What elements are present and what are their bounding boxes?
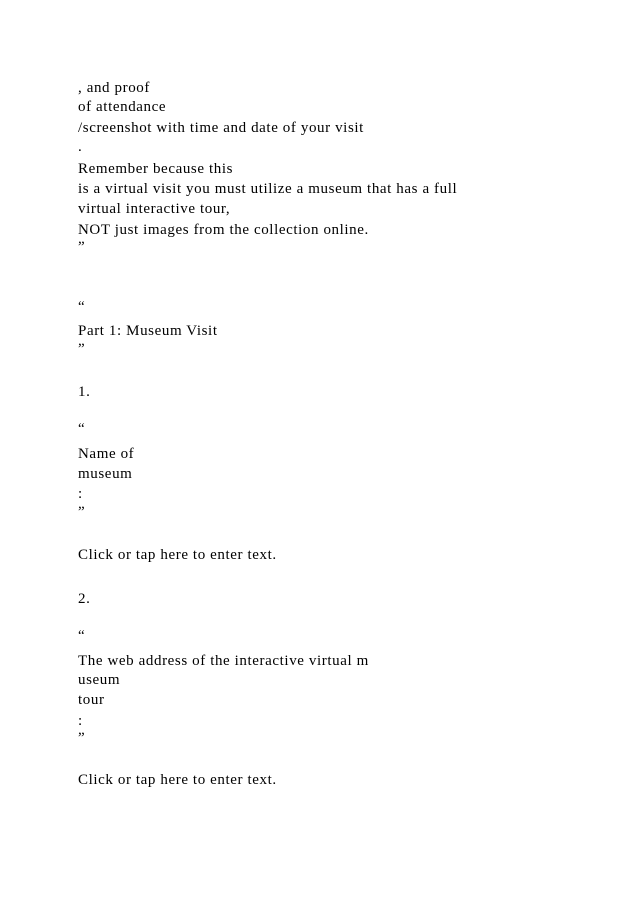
- question2-number: 2.: [78, 591, 91, 607]
- part1-close-quote: ”: [78, 341, 86, 357]
- question1-close-quote: ”: [78, 504, 86, 520]
- question1-text-field[interactable]: Click or tap here to enter text.: [78, 547, 277, 563]
- intro-line-7: virtual interactive tour,: [78, 201, 231, 217]
- question1-colon: :: [78, 486, 83, 502]
- intro-line-8: NOT just images from the collection online.: [78, 222, 369, 238]
- intro-line-3: /screenshot with time and date of your visit: [78, 120, 364, 136]
- question1-label-line-1: Name of: [78, 446, 135, 462]
- question2-label-line-1: The web address of the interactive virtual m: [78, 653, 369, 669]
- question2-text-field[interactable]: Click or tap here to enter text.: [78, 772, 277, 788]
- intro-line-2: of attendance: [78, 99, 167, 115]
- question1-label-line-2: museum: [78, 466, 133, 482]
- question2-label-line-2: useum: [78, 672, 121, 688]
- question2-label-line-3: tour: [78, 692, 105, 708]
- part1-title: Part 1: Museum Visit: [78, 323, 218, 339]
- intro-line-6: is a virtual visit you must utilize a museum that has a full: [78, 181, 458, 197]
- intro-line-4: .: [78, 139, 83, 155]
- part1-open-quote: “: [78, 299, 86, 315]
- question2-colon: :: [78, 713, 83, 729]
- question1-open-quote: “: [78, 421, 86, 437]
- question2-open-quote: “: [78, 628, 86, 644]
- question2-close-quote: ”: [78, 730, 86, 746]
- question1-number: 1.: [78, 384, 91, 400]
- intro-line-1: , and proof: [78, 80, 150, 96]
- intro-line-5: Remember because this: [78, 161, 234, 177]
- intro-closing-quote: ”: [78, 239, 86, 255]
